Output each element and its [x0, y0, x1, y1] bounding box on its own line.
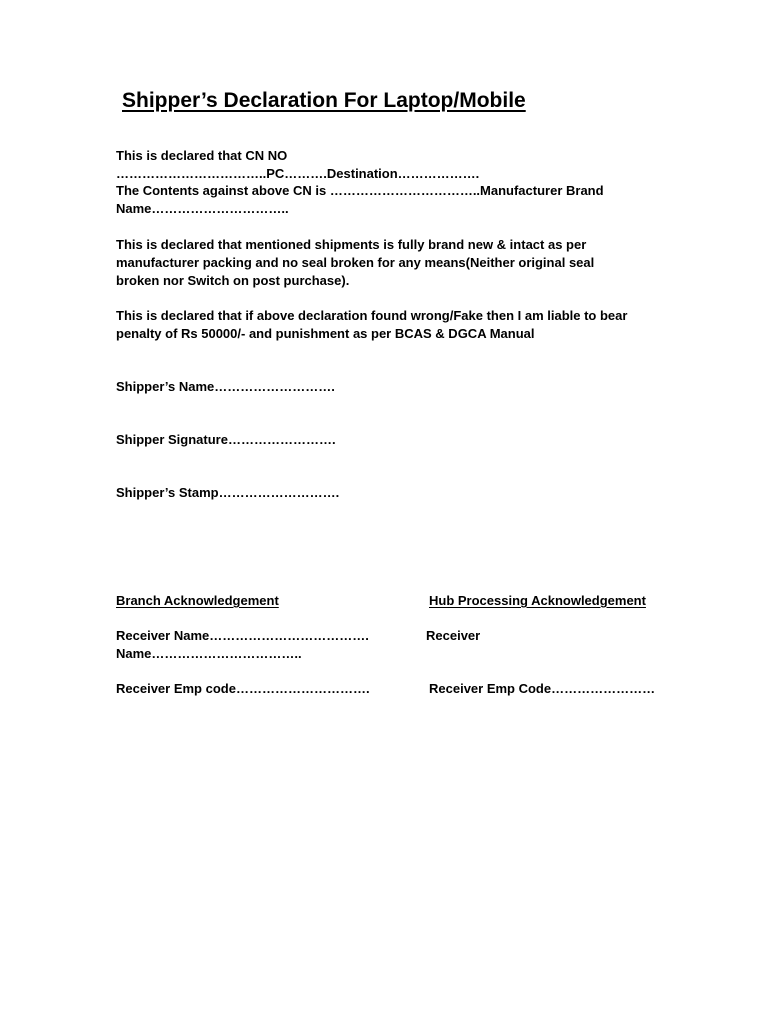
branch-receiver-name-continuation: Name…………………………….. [116, 646, 302, 661]
hub-receiver-emp-code-field: Receiver Emp Code…………………… [429, 681, 656, 696]
hub-processing-acknowledgement-heading: Hub Processing Acknowledgement [429, 593, 646, 608]
brand-new-declaration-paragraph: This is declared that mentioned shipments is fully brand new & intact as per manufacturer packing and no seal broken for any means(Neither original seal broken nor Switch on post purchase). [116, 237, 595, 288]
shipper-signature-field: Shipper Signature……………………. [116, 432, 336, 447]
shipper-name-field: Shipper’s Name………………………. [116, 379, 335, 394]
branch-receiver-name-field: Receiver Name………………………………. [116, 628, 369, 643]
shipper-stamp-field: Shipper’s Stamp………………………. [116, 485, 340, 500]
branch-receiver-emp-code-field: Receiver Emp code…………………………. [116, 681, 370, 696]
document-title: Shipper’s Declaration For Laptop/Mobile [122, 89, 526, 112]
cn-declaration-paragraph: This is declared that CN NO ……………………………..PC……….Destination………………. [116, 148, 480, 181]
branch-acknowledgement-heading: Branch Acknowledgement [116, 593, 279, 608]
contents-declaration-paragraph: The Contents against above CN is ……………………………..Manufacturer Brand Name………………………….. [116, 183, 604, 216]
penalty-declaration-paragraph: This is declared that if above declaration found wrong/Fake then I am liable to bear penalty of Rs 50000/- and punishment as per BCAS & DGCA Manual [116, 308, 628, 341]
hub-receiver-label: Receiver [426, 628, 481, 643]
